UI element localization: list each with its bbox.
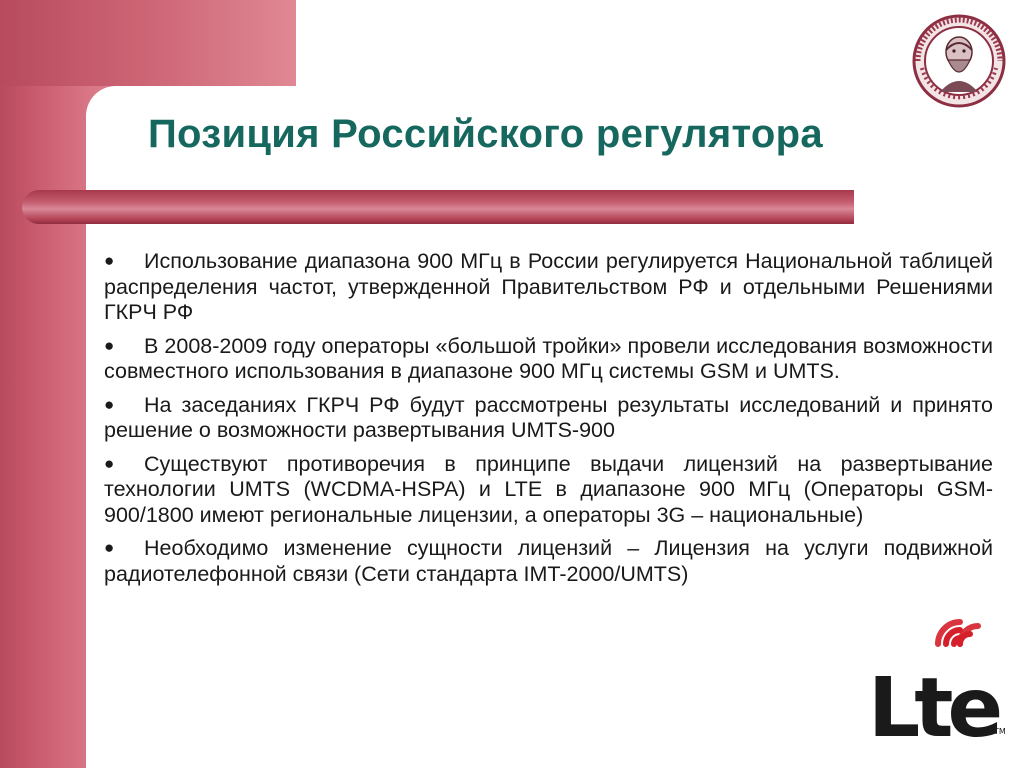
bullet-text: В 2008-2009 году операторы «большой тройки» провели исследования возможности совместного использования в диапазоне 900 МГц системы GSM и UMTS.: [104, 333, 993, 383]
slide-title: Позиция Российского регулятора: [148, 112, 823, 156]
bullet-item: [104, 535, 993, 587]
bullet-marker: ●: [104, 394, 115, 414]
bullet-marker: ●: [104, 251, 115, 270]
lte-trademark: TM: [994, 727, 1006, 736]
bullet-marker: ●: [104, 335, 115, 355]
bullet-text: На заседаниях ГКРЧ РФ будут рассмотрены результаты исследований и принято решение о возможности развертывания UMTS-900: [104, 392, 993, 442]
top-accent-block: [0, 0, 296, 86]
content-corner: [86, 86, 146, 146]
bullet-item: [104, 451, 993, 529]
bullet-text: Необходимо изменение сущности лицензий – Лицензия на услуги подвижной радиотелефонной связи (Сети стандарта IMT-2000/UMTS): [104, 536, 993, 586]
lte-logo-icon: [864, 610, 1014, 760]
bullet-item: [104, 248, 993, 326]
bullet-text: Использование диапазона 900 МГц в России регулируется Национальной таблицей распределения частот, утвержденной Правительством РФ и отдельными Решениями ГКРЧ РФ: [104, 249, 993, 324]
bullet-marker: ●: [104, 453, 115, 473]
bullet-item: [104, 333, 993, 385]
bullet-list: [104, 248, 993, 594]
bullet-text: Существуют противоречия в принципе выдачи лицензий на развертывание технологии UMTS (WCDMA-HSPA) и LTE в диапазоне 900 МГц (Операторы GSM-900/1800 имеют региональные лицензии, а операторы 3G – национальные): [104, 451, 993, 527]
academy-seal-icon: [912, 14, 1006, 108]
left-accent-band: [0, 0, 86, 768]
lte-wordmark: Lte: [868, 661, 998, 756]
bullet-marker: ●: [104, 538, 115, 557]
bullet-item: [104, 392, 993, 444]
title-divider-bar: [22, 190, 854, 224]
